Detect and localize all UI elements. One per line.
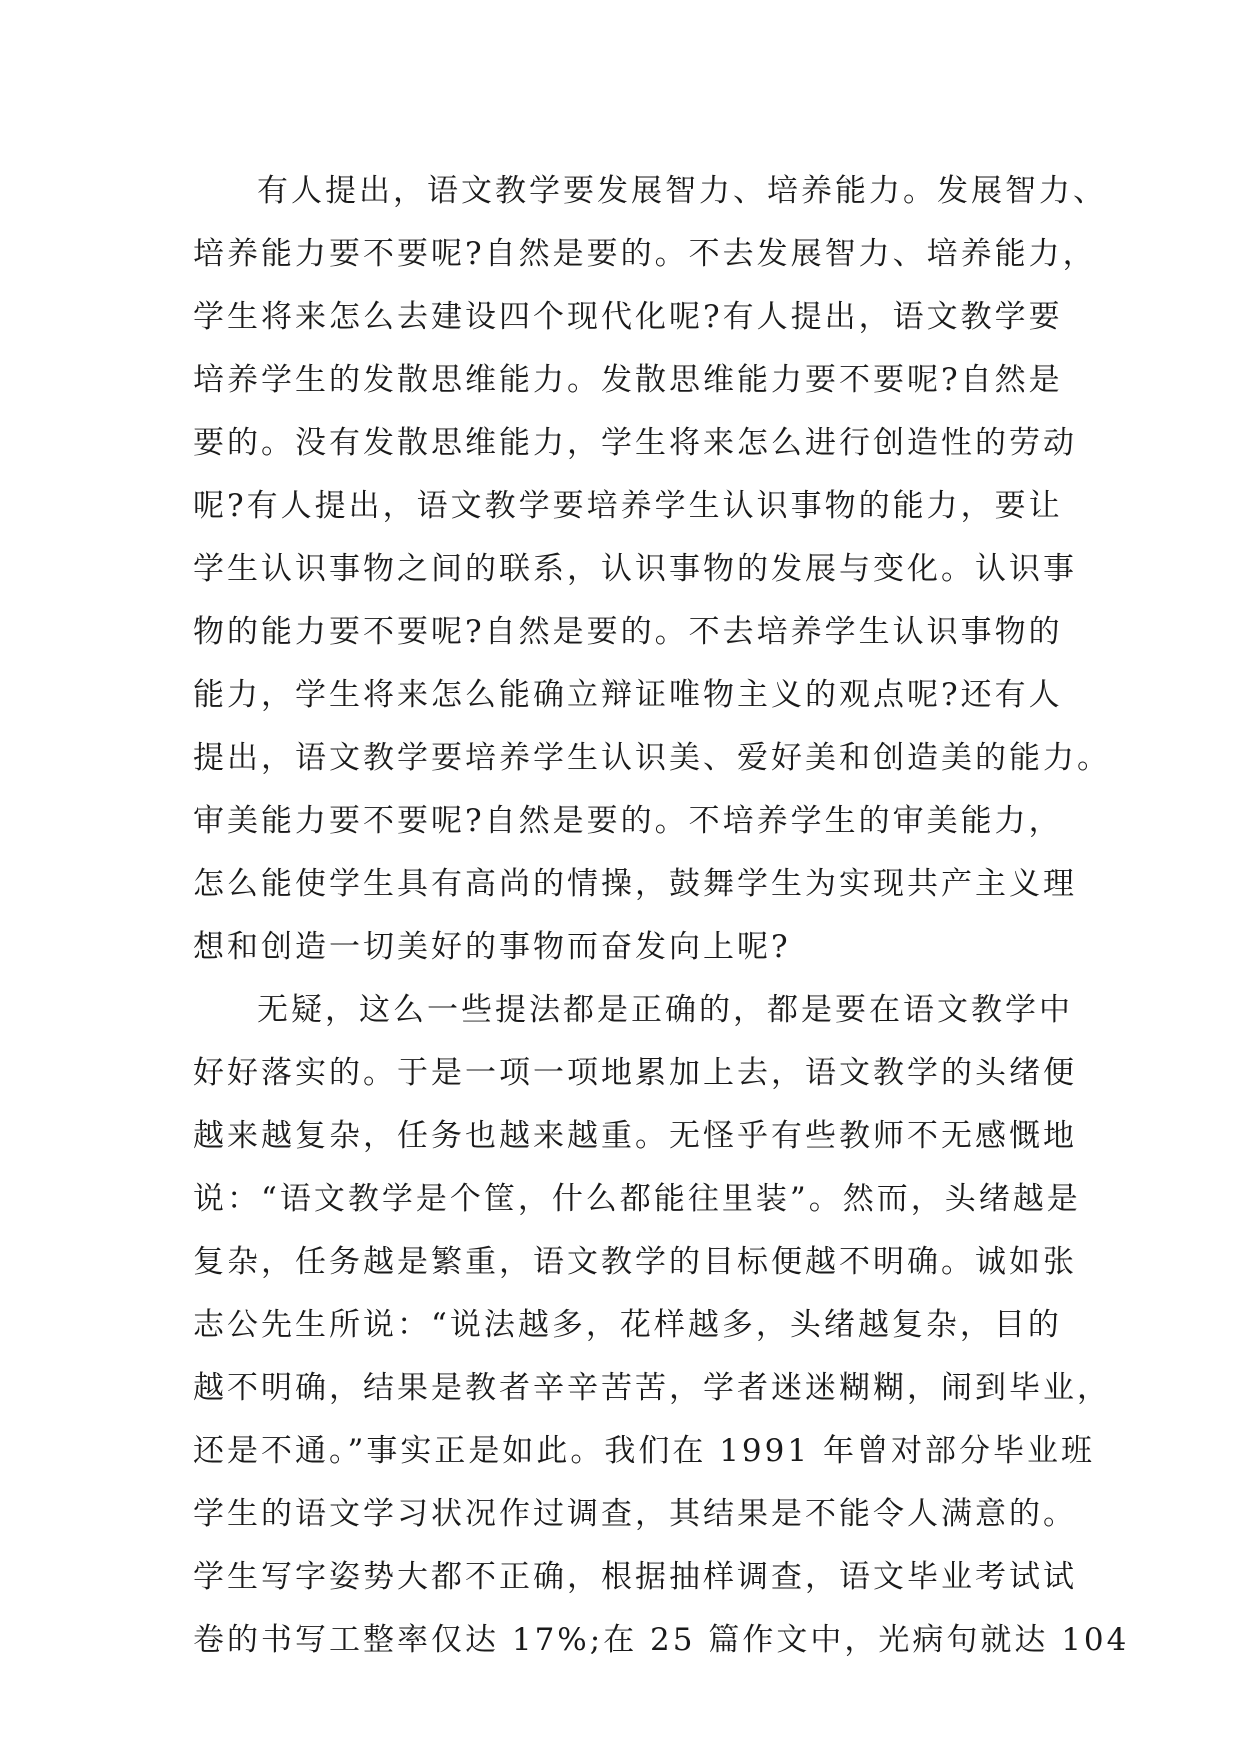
paragraph-1-line: 学生认识事物之间的联系，认识事物的发展与变化。认识事 — [193, 551, 1077, 587]
paragraph-1-line: 要的。没有发散思维能力，学生将来怎么进行创造性的劳动 — [193, 425, 1077, 461]
paragraph-2-line: 还是不通。”事实正是如此。我们在 1991 年曾对部分毕业班 — [193, 1433, 1095, 1469]
paragraph-1-line: 物的能力要不要呢?自然是要的。不去培养学生认识事物的 — [193, 614, 1063, 650]
paragraph-2-line: 越不明确，结果是教者辛辛苦苦，学者迷迷糊糊，闹到毕业， — [193, 1370, 1111, 1406]
body-text — [193, 160, 1130, 1672]
paragraph-1-line: 培养学生的发散思维能力。发散思维能力要不要呢?自然是 — [193, 362, 1063, 398]
paragraph-1-line: 审美能力要不要呢?自然是要的。不培养学生的审美能力， — [193, 803, 1063, 839]
paragraph-1-line: 培养能力要不要呢?自然是要的。不去发展智力、培养能力， — [193, 236, 1097, 272]
paragraph-1-line: 怎么能使学生具有高尚的情操，鼓舞学生为实现共产主义理 — [193, 866, 1077, 902]
paragraph-2-line: 无疑，这么一些提法都是正确的，都是要在语文教学中 — [257, 992, 1073, 1028]
paragraph-2-line: 学生的语文学习状况作过调查，其结果是不能令人满意的。 — [193, 1496, 1077, 1532]
paragraph-1-line: 有人提出，语文教学要发展智力、培养能力。发展智力、 — [257, 173, 1107, 209]
paragraph-1-line: 呢?有人提出，语文教学要培养学生认识事物的能力，要让 — [193, 488, 1063, 524]
paragraph-2-line: 好好落实的。于是一项一项地累加上去，语文教学的头绪便 — [193, 1055, 1077, 1091]
paragraph-2-line: 复杂，任务越是繁重，语文教学的目标便越不明确。诚如张 — [193, 1244, 1077, 1280]
paragraph-2-line: 卷的书写工整率仅达 17%;在 25 篇作文中，光病句就达 104 — [193, 1622, 1130, 1658]
paragraph-2-line: 说：“语文教学是个筐，什么都能往里装”。然而，头绪越是 — [193, 1181, 1081, 1217]
paragraph-2-line: 学生写字姿势大都不正确，根据抽样调查，语文毕业考试试 — [193, 1559, 1077, 1595]
paragraph-1-line: 能力，学生将来怎么能确立辩证唯物主义的观点呢?还有人 — [193, 677, 1063, 713]
paragraph-2-line: 越来越复杂，任务也越来越重。无怪乎有些教师不无感慨地 — [193, 1118, 1077, 1154]
paragraph-2-line: 志公先生所说：“说法越多，花样越多，头绪越复杂，目的 — [193, 1307, 1062, 1343]
paragraph-1-line: 提出，语文教学要培养学生认识美、爱好美和创造美的能力。 — [193, 740, 1111, 776]
paragraph-1-line: 学生将来怎么去建设四个现代化呢?有人提出，语文教学要 — [193, 299, 1063, 335]
paragraph-1-line: 想和创造一切美好的事物而奋发向上呢? — [193, 929, 791, 965]
